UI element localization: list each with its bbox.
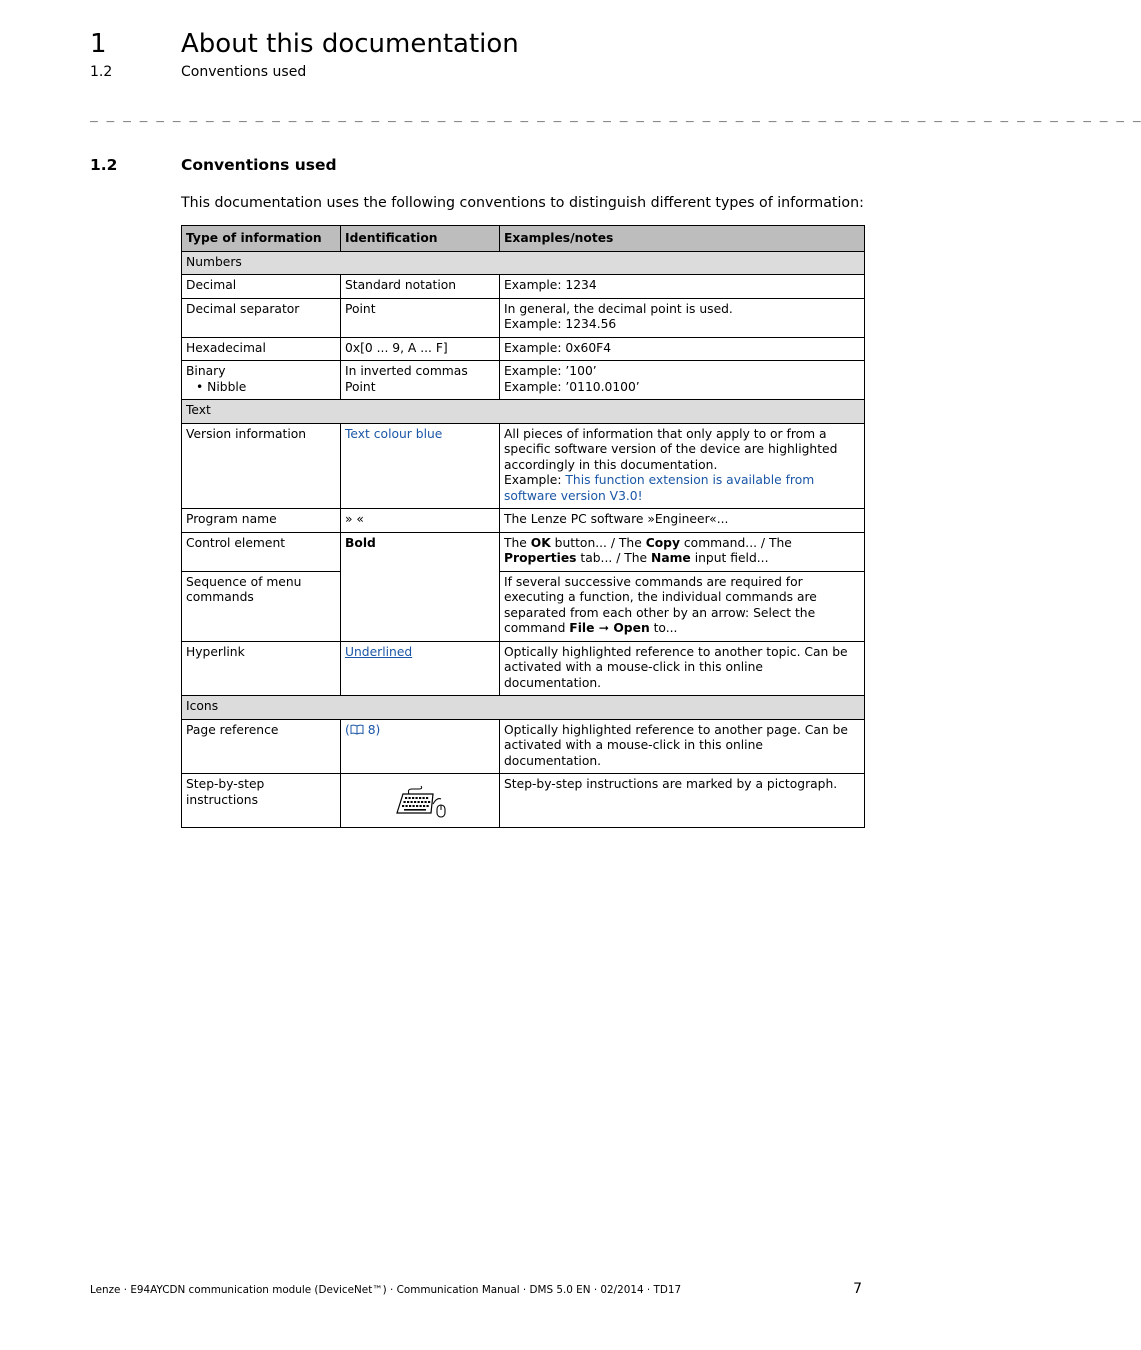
note-cell: The Lenze PC software »Engineer«... xyxy=(500,509,865,533)
note-line: Example: ’100’ xyxy=(504,364,597,378)
group-row-numbers xyxy=(182,251,865,275)
identification-line: In inverted commas xyxy=(345,364,468,378)
note-text: If several successive commands are required for executing a function, the individual commands are separated from each other by an arrow: Select the command xyxy=(504,574,817,635)
table-row xyxy=(182,641,865,696)
table-row xyxy=(182,509,865,533)
type-cell: Page reference xyxy=(182,719,341,774)
arrow-icon: ➞ xyxy=(594,621,614,635)
table-row xyxy=(182,571,865,641)
bold-term: Copy xyxy=(645,535,680,550)
blue-text-sample: Text colour blue xyxy=(345,426,443,441)
type-cell: Sequence of menu commands xyxy=(182,571,341,641)
note-cell xyxy=(500,571,865,641)
identification-cell xyxy=(341,641,500,696)
bold-term: Properties xyxy=(504,551,577,565)
identification-cell xyxy=(341,719,500,774)
page-number: 8) xyxy=(363,722,381,737)
page-number: 7 xyxy=(853,1281,862,1297)
note-text: command... / The xyxy=(680,535,792,550)
paren-open: ( xyxy=(345,722,350,737)
table-row xyxy=(182,774,865,828)
table-row xyxy=(182,298,865,337)
section-number: 1.2 xyxy=(90,156,118,174)
version-example-text: This function extension is available from software version V3.0! xyxy=(504,473,815,503)
group-label: Numbers xyxy=(182,251,865,275)
identification-line: Point xyxy=(345,379,376,394)
identification-cell: » « xyxy=(341,509,500,533)
note-cell xyxy=(500,423,865,509)
conventions-table xyxy=(181,225,865,828)
type-cell: Hexadecimal xyxy=(182,337,341,361)
identification-cell xyxy=(341,774,500,828)
identification-cell: Standard notation xyxy=(341,275,500,299)
book-icon xyxy=(350,724,364,735)
note-cell: Optically highlighted reference to another topic. Can be activated with a mouse-click in this online documentation. xyxy=(500,641,865,696)
bold-term: OK xyxy=(530,535,551,550)
col-header-type: Type of information xyxy=(182,226,341,252)
note-cell: Example: 0x60F4 xyxy=(500,337,865,361)
page-reference-link[interactable] xyxy=(345,723,380,737)
note-text: The xyxy=(504,535,531,550)
type-subitem: • Nibble xyxy=(196,379,247,394)
table-header-row xyxy=(182,226,865,252)
table-row xyxy=(182,719,865,774)
example-prefix: Example: xyxy=(504,473,566,487)
col-header-examples: Examples/notes xyxy=(500,226,865,252)
note-line: Example: 1234.56 xyxy=(504,317,617,331)
note-cell xyxy=(500,532,865,571)
type-cell: Decimal xyxy=(182,275,341,299)
group-label: Icons xyxy=(182,696,865,720)
type-cell: Decimal separator xyxy=(182,298,341,337)
type-cell: Program name xyxy=(182,509,341,533)
note-cell xyxy=(500,298,865,337)
note-text: to... xyxy=(649,621,678,635)
note-text: button... / The xyxy=(550,535,646,550)
type-cell xyxy=(182,361,341,400)
table-row xyxy=(182,337,865,361)
type-cell: Control element xyxy=(182,532,341,571)
identification-cell xyxy=(341,532,500,641)
subchapter-number: 1.2 xyxy=(90,64,113,80)
underlined-link-sample[interactable]: Underlined xyxy=(345,644,413,659)
bold-term: Name xyxy=(651,551,691,565)
section-title: Conventions used xyxy=(181,156,337,174)
table-row xyxy=(182,423,865,509)
note-line: Example: ’0110.0100’ xyxy=(504,379,640,394)
type-cell: Hyperlink xyxy=(182,641,341,696)
note-cell xyxy=(500,361,865,400)
note-text: tab... / The xyxy=(576,551,652,565)
bold-term: File xyxy=(569,621,595,635)
table-row xyxy=(182,361,865,400)
note-line: All pieces of information that only apply to or from a specific software version of the device are highlighted accordingly in this documentation. xyxy=(504,426,838,472)
bold-sample: Bold xyxy=(345,535,376,550)
chapter-number: 1 xyxy=(90,29,107,59)
subchapter-title: Conventions used xyxy=(181,64,307,80)
bold-term: Open xyxy=(613,621,650,635)
group-label: Text xyxy=(182,400,865,424)
note-cell: Optically highlighted reference to another page. Can be activated with a mouse-click in this online documentation. xyxy=(500,719,865,774)
header-separator: _ _ _ _ _ _ _ _ _ _ _ _ _ _ _ _ _ _ _ _ _ _ _ _ _ _ _ _ _ _ _ _ _ _ _ _ _ _ _ _ _ _ _ _ _ _ _ _ _ _ _ _ _ _ _ _ _ _ _ _ _ _ _ _ xyxy=(90,108,1141,123)
note-text: input field... xyxy=(690,551,769,565)
type-line: Binary xyxy=(186,364,226,378)
identification-cell xyxy=(341,361,500,400)
note-cell: Step-by-step instructions are marked by a pictograph. xyxy=(500,774,865,828)
col-header-identification: Identification xyxy=(341,226,500,252)
type-cell: Step-by-step instructions xyxy=(182,774,341,828)
footer-text: Lenze · E94AYCDN communication module (DeviceNet™) · Communication Manual · DMS 5.0 EN · 02/2014 · TD17 xyxy=(90,1284,682,1296)
identification-cell: 0x[0 ... 9, A ... F] xyxy=(341,337,500,361)
identification-cell: Point xyxy=(341,298,500,337)
table-row xyxy=(182,532,865,571)
note-cell: Example: 1234 xyxy=(500,275,865,299)
group-row-icons xyxy=(182,696,865,720)
note-line xyxy=(504,473,860,504)
table-row xyxy=(182,275,865,299)
chapter-title: About this documentation xyxy=(181,29,519,59)
note-line: In general, the decimal point is used. xyxy=(504,301,733,316)
keyboard-mouse-icon xyxy=(393,785,447,819)
identification-cell xyxy=(341,423,500,509)
group-row-text xyxy=(182,400,865,424)
intro-paragraph: This documentation uses the following conventions to distinguish different types of information: xyxy=(181,195,864,211)
type-cell: Version information xyxy=(182,423,341,509)
